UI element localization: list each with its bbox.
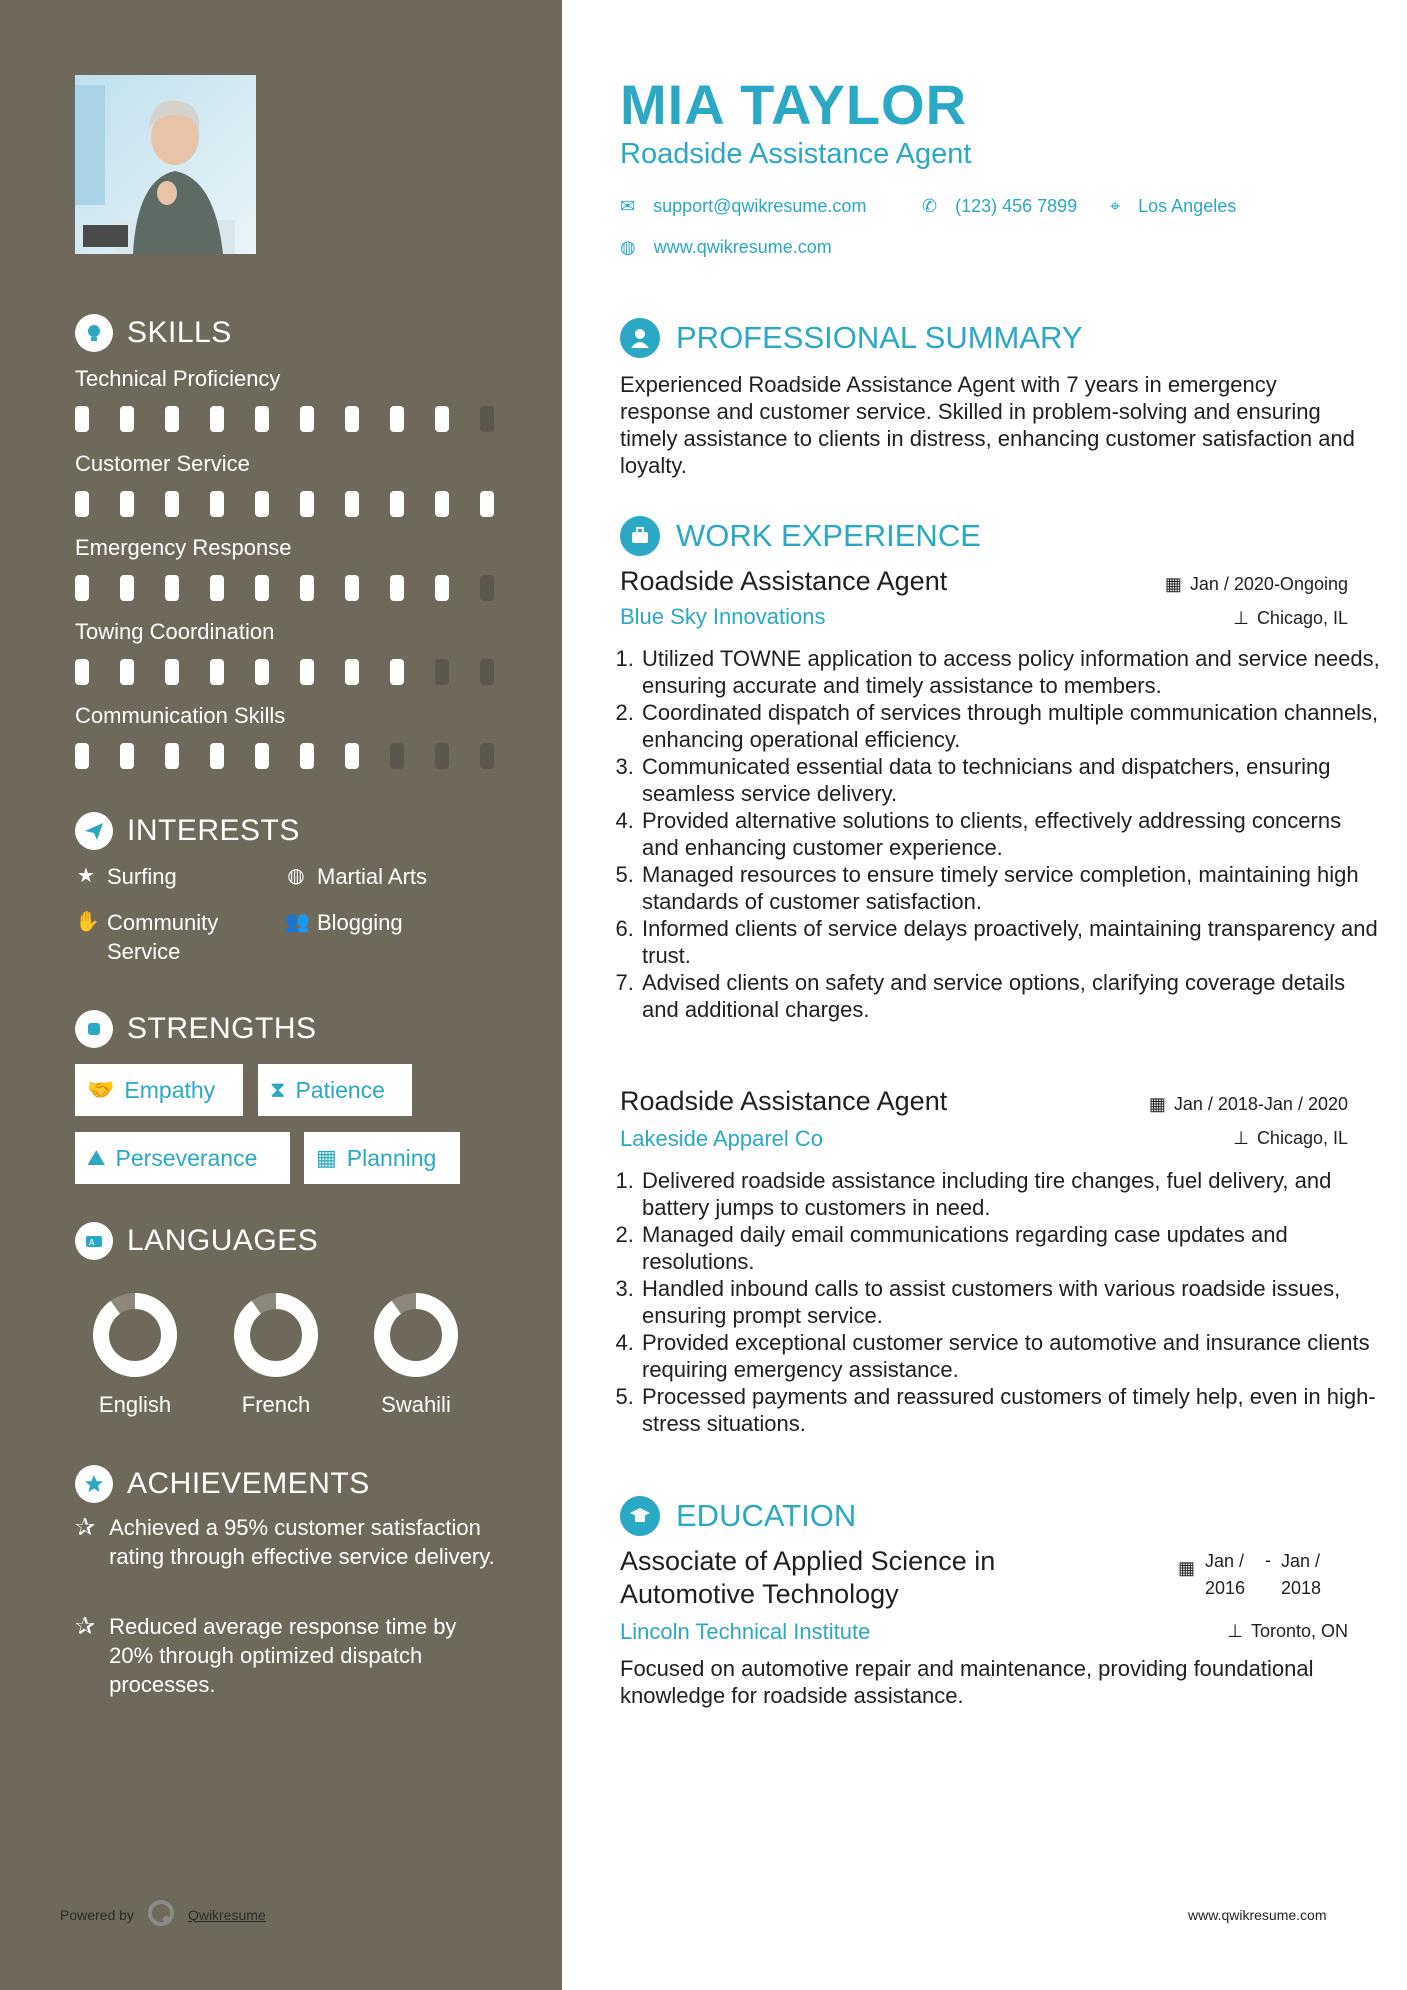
footer-url[interactable]: www.qwikresume.com — [1188, 1907, 1327, 1923]
education-location: ⊥ Toronto, ON — [1227, 1621, 1348, 1641]
skill-level-segment — [345, 743, 359, 769]
skill-level-segment — [255, 743, 269, 769]
interest-item: 👥 Blogging — [285, 910, 403, 935]
powered-by: Powered by Qwikresume — [60, 1898, 266, 1931]
skill-level-segment — [255, 659, 269, 685]
users-icon: 👥 — [285, 911, 310, 933]
skill-level-segment — [435, 491, 449, 517]
skill-level-segment — [390, 491, 404, 517]
skill-level-segment — [255, 575, 269, 601]
skill-level-segment — [165, 406, 179, 432]
candidate-name: MIA TAYLOR — [620, 73, 968, 136]
interest-item: ◍ Martial Arts — [285, 862, 427, 891]
paper-plane-icon — [75, 812, 113, 850]
fist-icon — [75, 1010, 113, 1048]
candidate-role: Roadside Assistance Agent — [620, 138, 972, 170]
skill-level-segment — [300, 406, 314, 432]
skill-level-segment — [120, 575, 134, 601]
briefcase-icon — [620, 516, 660, 556]
skill-level-bar — [75, 491, 525, 517]
contact-location: ⌖ Los Angeles — [1110, 196, 1237, 216]
skill-level-segment — [300, 575, 314, 601]
summary-text: Experienced Roadside Assistance Agent with 7 years in emergency response and customer service. Skilled in problem-solving and ensuring timely assistance to clients in distress, enhancing customer satisfaction and loyalty. — [620, 372, 1355, 478]
interests-heading: INTERESTS — [75, 812, 300, 850]
skill-level-bar — [75, 743, 525, 769]
calendar-icon: ▦ — [1148, 1094, 1166, 1114]
interest-item: ✋ Community Service — [75, 910, 219, 964]
skill-level-segment — [435, 575, 449, 601]
skill-level-bar — [75, 406, 525, 432]
skill-level-segment — [120, 659, 134, 685]
job-title: Roadside Assistance Agent — [620, 566, 948, 596]
skill-name: Customer Service — [75, 451, 250, 476]
skill-level-segment — [435, 743, 449, 769]
hourglass-icon: ⧗ — [270, 1077, 286, 1102]
job-location: ⊥ Chicago, IL — [1233, 608, 1348, 628]
list-item: 5. Processed payments and reassured customers of timely help, even in high-stress situations. — [640, 1383, 1380, 1437]
language-icon — [75, 1222, 113, 1260]
skill-name: Communication Skills — [75, 703, 286, 728]
skill-level-segment — [120, 743, 134, 769]
strength-tag: ⧗ Patience — [258, 1064, 412, 1116]
calendar-icon: ▦ — [1178, 1558, 1196, 1578]
degree-title: Associate of Applied Science in Automotive Technology — [620, 1546, 996, 1609]
list-item: 1. Utilized TOWNE application to access policy information and service needs, ensuring accurate and timely assistance to members. — [640, 645, 1380, 699]
language-label: French — [241, 1392, 311, 1417]
skill-level-segment — [390, 743, 404, 769]
education-dates: ▦ Jan / 2016 - Jan / 2018 — [1178, 1548, 1331, 1602]
language-ring — [226, 1285, 326, 1390]
graduation-cap-icon — [620, 1496, 660, 1536]
skill-level-segment — [120, 491, 134, 517]
job-company: Blue Sky Innovations — [620, 604, 826, 629]
list-item: 3. Communicated essential data to technicians and dispatchers, ensuring seamless service delivery. — [640, 753, 1380, 807]
contact-phone: ✆ (123) 456 7899 — [922, 196, 1078, 216]
skill-level-bar — [75, 659, 525, 685]
skill-level-segment — [210, 575, 224, 601]
skill-level-segment — [210, 743, 224, 769]
job-dates: ▦ Jan / 2018-Jan / 2020 — [1148, 1094, 1348, 1114]
skill-level-segment — [300, 491, 314, 517]
skill-level-segment — [75, 575, 89, 601]
pin-icon: ⊥ — [1233, 608, 1249, 628]
skill-name: Towing Coordination — [75, 619, 275, 644]
skill-level-segment — [210, 491, 224, 517]
globe-icon: ◍ — [620, 237, 636, 257]
strength-tag: ▦ Planning — [304, 1132, 460, 1184]
star-icon: ✰ — [75, 1514, 96, 1541]
award-icon — [75, 1465, 113, 1503]
skill-level-segment — [480, 743, 494, 769]
job-location: ⊥ Chicago, IL — [1233, 1128, 1348, 1148]
skill-level-segment — [165, 575, 179, 601]
skill-level-segment — [345, 491, 359, 517]
star-icon: ★ — [77, 865, 95, 887]
strengths-heading: STRENGTHS — [75, 1010, 317, 1048]
skill-name: Technical Proficiency — [75, 366, 281, 391]
skill-level-segment — [480, 406, 494, 432]
list-item: 4. Provided alternative solutions to clients, effectively addressing concerns and enhancing customer experience. — [640, 807, 1380, 861]
handshake-icon: 🤝 — [87, 1077, 115, 1102]
skill-level-segment — [300, 743, 314, 769]
skill-level-segment — [480, 575, 494, 601]
achievement-item: ✰ Achieved a 95% customer satisfaction rating through effective service delivery. — [75, 1514, 495, 1569]
skill-level-segment — [480, 659, 494, 685]
language-ring — [366, 1285, 466, 1390]
skill-level-segment — [75, 743, 89, 769]
skill-level-segment — [75, 659, 89, 685]
language-label: English — [98, 1392, 172, 1417]
skill-level-segment — [390, 406, 404, 432]
calendar-icon: ▦ — [316, 1145, 337, 1170]
main-content — [562, 0, 1407, 1990]
strength-tag: 🤝 Empathy — [75, 1064, 243, 1116]
globe-icon: ◍ — [287, 865, 305, 887]
job-dates: ▦ Jan / 2020-Ongoing — [1164, 574, 1348, 594]
skill-level-segment — [75, 491, 89, 517]
skill-level-segment — [210, 659, 224, 685]
list-item: 1. Delivered roadside assistance including tire changes, fuel delivery, and battery jumps to customers in need. — [640, 1167, 1380, 1221]
job-company: Lakeside Apparel Co — [620, 1126, 824, 1151]
skill-level-segment — [255, 406, 269, 432]
pin-icon: ⊥ — [1233, 1128, 1249, 1148]
skill-level-segment — [345, 659, 359, 685]
skill-level-segment — [255, 491, 269, 517]
list-item: 2. Managed daily email communications regarding case updates and resolutions. — [640, 1221, 1380, 1275]
job-title: Roadside Assistance Agent — [620, 1086, 948, 1116]
skill-level-segment — [165, 743, 179, 769]
summary-heading: PROFESSIONAL SUMMARY — [620, 318, 1083, 358]
job-bullets — [620, 645, 1380, 1023]
skill-level-segment — [75, 406, 89, 432]
skill-level-segment — [480, 491, 494, 517]
qwikresume-link[interactable]: Qwikresume — [187, 1906, 266, 1923]
experience-heading: WORK EXPERIENCE — [620, 516, 981, 556]
skill-level-segment — [435, 406, 449, 432]
calendar-icon: ▦ — [1164, 574, 1182, 594]
education-heading: EDUCATION — [620, 1496, 856, 1536]
phone-icon: ✆ — [922, 196, 938, 216]
lightbulb-icon — [75, 314, 113, 352]
education-text: Focused on automotive repair and maintenance, providing foundational knowledge for roadside assistance. — [620, 1656, 1314, 1708]
hand-icon: ✋ — [75, 911, 100, 933]
envelope-icon: ✉ — [620, 196, 636, 216]
list-item: 4. Provided exceptional customer service to automotive and insurance clients requiring emergency assistance. — [640, 1329, 1380, 1383]
qwikresume-logo-icon — [146, 1898, 176, 1931]
skill-level-segment — [300, 659, 314, 685]
list-item: 3. Handled inbound calls to assist customers with various roadside issues, ensuring prompt service. — [640, 1275, 1380, 1329]
star-icon: ✰ — [75, 1613, 96, 1640]
skill-level-segment — [210, 406, 224, 432]
school-name: Lincoln Technical Institute — [620, 1619, 871, 1644]
achievements-heading: ACHIEVEMENTS — [75, 1465, 370, 1503]
strength-tag: ⛰ Perseverance — [75, 1132, 290, 1184]
skill-level-segment — [165, 491, 179, 517]
map-marker-icon: ⌖ — [1110, 196, 1121, 216]
road-icon: ⛰ — [87, 1145, 106, 1170]
list-item: 6. Informed clients of service delays proactively, maintaining transparency and trust. — [640, 915, 1380, 969]
language-ring — [85, 1285, 185, 1390]
user-icon — [620, 318, 660, 358]
skill-level-segment — [390, 659, 404, 685]
skill-level-bar — [75, 575, 525, 601]
pin-icon: ⊥ — [1227, 1621, 1243, 1641]
skill-level-segment — [390, 575, 404, 601]
list-item: 2. Coordinated dispatch of services through multiple communication channels, enhancing operational efficiency. — [640, 699, 1380, 753]
svg-text:A: A — [89, 1238, 95, 1247]
profile-photo — [75, 75, 256, 254]
skill-level-segment — [345, 406, 359, 432]
skills-heading: SKILLS — [75, 314, 232, 352]
contact-email[interactable]: ✉ support@qwikresume.com — [620, 196, 867, 216]
job-bullets — [620, 1167, 1380, 1437]
languages-heading: A LANGUAGES — [75, 1222, 318, 1260]
contact-website[interactable]: ◍ www.qwikresume.com — [620, 237, 832, 257]
skill-level-segment — [120, 406, 134, 432]
language-label: Swahili — [381, 1392, 451, 1417]
achievement-item: ✰ Reduced average response time by 20% through optimized dispatch processes. — [75, 1613, 457, 1697]
skill-level-segment — [435, 659, 449, 685]
interest-item: ★ Surfing — [75, 862, 177, 891]
skill-level-segment — [345, 575, 359, 601]
sidebar — [0, 0, 562, 1990]
skill-name: Emergency Response — [75, 535, 292, 560]
list-item: 5. Managed resources to ensure timely service completion, maintaining high standards of customer satisfaction. — [640, 861, 1380, 915]
list-item: 7. Advised clients on safety and service options, clarifying coverage details and additional charges. — [640, 969, 1380, 1023]
skill-level-segment — [165, 659, 179, 685]
